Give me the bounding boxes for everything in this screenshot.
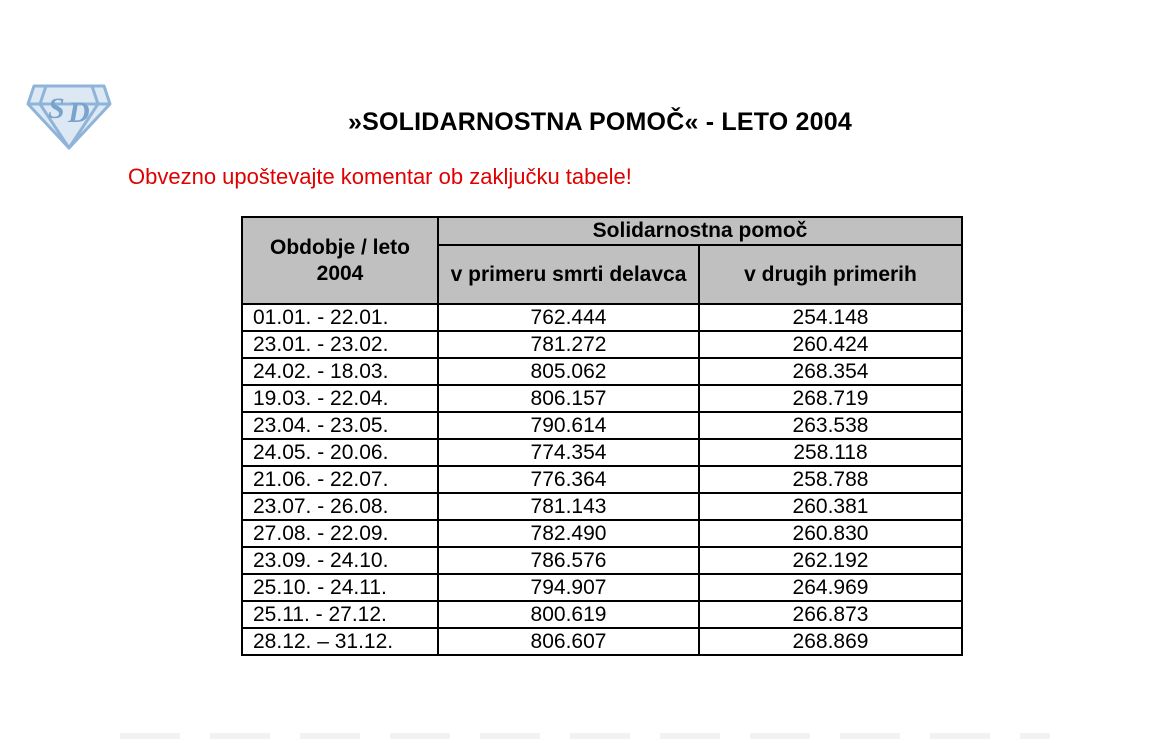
table-row — [242, 358, 962, 385]
cell-death: 805.062 — [438, 358, 699, 385]
table-row — [242, 574, 962, 601]
table-row — [242, 520, 962, 547]
table-row — [242, 601, 962, 628]
svg-text:D: D — [68, 96, 90, 129]
cell-period: 23.07. - 26.08. — [242, 493, 438, 520]
cell-other: 268.354 — [699, 358, 962, 385]
cell-other: 260.424 — [699, 331, 962, 358]
cell-other: 260.381 — [699, 493, 962, 520]
cell-period: 19.03. - 22.04. — [242, 385, 438, 412]
cell-period: 24.05. - 20.06. — [242, 439, 438, 466]
table-row — [242, 493, 962, 520]
cell-period: 28.12. – 31.12. — [242, 628, 438, 655]
table-row — [242, 412, 962, 439]
solidarity-aid-table — [241, 216, 963, 656]
table-row — [242, 331, 962, 358]
cell-period: 27.08. - 22.09. — [242, 520, 438, 547]
cell-death: 790.614 — [438, 412, 699, 439]
cell-death: 794.907 — [438, 574, 699, 601]
cell-other: 263.538 — [699, 412, 962, 439]
cell-death: 806.157 — [438, 385, 699, 412]
cell-other: 268.719 — [699, 385, 962, 412]
cell-other: 254.148 — [699, 304, 962, 331]
cell-other: 262.192 — [699, 547, 962, 574]
cell-period: 23.04. - 23.05. — [242, 412, 438, 439]
cell-period: 24.02. - 18.03. — [242, 358, 438, 385]
cell-period: 25.10. - 24.11. — [242, 574, 438, 601]
cell-other: 258.788 — [699, 466, 962, 493]
cell-death: 776.364 — [438, 466, 699, 493]
cell-other: 266.873 — [699, 601, 962, 628]
comment-notice: Obvezno upoštevajte komentar ob zaključku tabele! — [128, 164, 632, 189]
header-solidarity-aid: Solidarnostna pomoč — [438, 217, 962, 245]
cell-other: 258.118 — [699, 439, 962, 466]
table-row — [242, 439, 962, 466]
table-row — [242, 385, 962, 412]
table-body — [242, 304, 962, 655]
cell-other: 264.969 — [699, 574, 962, 601]
cell-death: 781.272 — [438, 331, 699, 358]
cell-death: 762.444 — [438, 304, 699, 331]
cell-death: 786.576 — [438, 547, 699, 574]
cell-other: 260.830 — [699, 520, 962, 547]
cell-period: 25.11. - 27.12. — [242, 601, 438, 628]
table-row — [242, 628, 962, 655]
cell-death: 781.143 — [438, 493, 699, 520]
cell-period: 21.06. - 22.07. — [242, 466, 438, 493]
svg-text:S: S — [48, 92, 65, 125]
cell-period: 23.01. - 23.02. — [242, 331, 438, 358]
faint-footer-text — [120, 733, 1050, 739]
header-period: Obdobje / leto 2004 — [242, 217, 438, 304]
header-death-case: v primeru smrti delavca — [438, 245, 699, 304]
cell-death: 800.619 — [438, 601, 699, 628]
header-other-cases: v drugih primerih — [699, 245, 962, 304]
cell-period: 01.01. - 22.01. — [242, 304, 438, 331]
cell-death: 782.490 — [438, 520, 699, 547]
cell-period: 23.09. - 24.10. — [242, 547, 438, 574]
table-row — [242, 466, 962, 493]
cell-death: 806.607 — [438, 628, 699, 655]
table-row — [242, 547, 962, 574]
table-row — [242, 304, 962, 331]
page-title: »SOLIDARNOSTNA POMOČ« - LETO 2004 — [348, 108, 852, 136]
cell-other: 268.869 — [699, 628, 962, 655]
cell-death: 774.354 — [438, 439, 699, 466]
